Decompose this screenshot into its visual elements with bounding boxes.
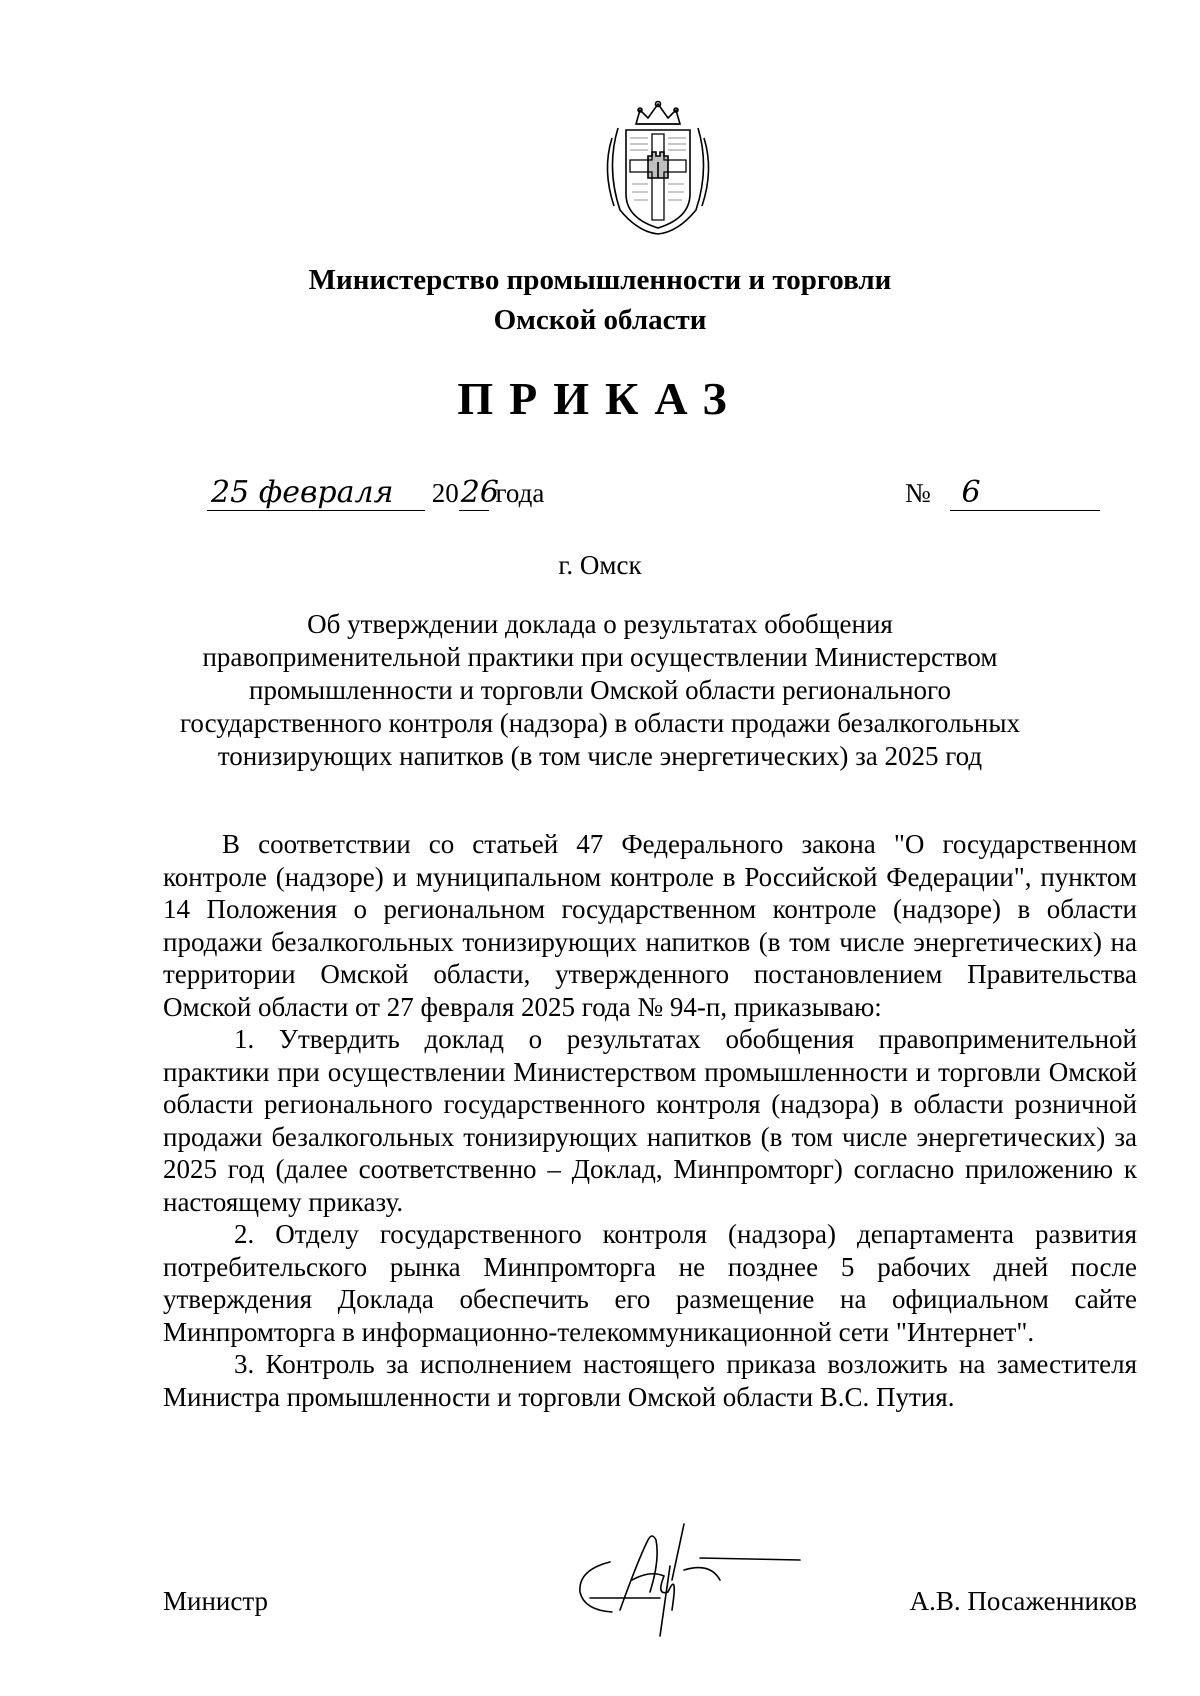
order-item: 1. Утвердить доклад о результатах обобщения правоприменительной практики при осуществлении Министерством промышленности и торговли Омской области регионального государственного контроля (надзора) в области розничной продажи безалкогольных тонизирующих напитков (в том числе энергетических) за 2025 год (далее соответственно – Доклад, Минпромторг) согласно приложению к настоящему приказу.	[163, 1024, 1137, 1217]
document-number	[905, 476, 1100, 511]
coat-of-arms-icon	[598, 98, 718, 238]
document-subject: Об утверждении доклада о результатах обобщения правоприменительной практики при осуществлении Министерством промышленности и торговли Омской области регионального государственного контроля (надзора) в области продажи безалкогольных тонизирующих напитков (в том числе энергетических) за 2025 год	[180, 609, 1020, 771]
preamble-paragraph: В соответствии со статьей 47 Федерального закона "О государственном контроле (надзоре) и муниципальном контроле в Российской Федерации", пунктом 14 Положения о региональном государственном контроле (надзоре) в области продажи безалкогольных тонизирующих напитков (в том числе энергетических) на территории Омской области, утвержденного постановлением Правительства Омской области от 27 февраля 2025 года № 94-п, приказываю:	[163, 829, 1137, 1022]
date-year-prefix: 20	[431, 478, 459, 508]
city: г. Омск	[558, 550, 642, 580]
document-date	[207, 476, 544, 511]
order-item: 3. Контроль за исполнением настоящего приказа возложить на заместителя Министра промышленности и торговли Омской области В.С. Путия.	[163, 1349, 1137, 1412]
organization-name: Министерство промышленности и торговли	[308, 264, 892, 296]
order-item: 2. Отделу государственного контроля (надзора) департамента развития потребительского рынка Минпромторга не позднее 5 рабочих дней после утверждения Доклада обеспечить его размещение на официальном сайте Минпромторга в информационно-телекоммуникационной сети "Интернет".	[163, 1219, 1137, 1347]
number-value: 6	[961, 475, 981, 510]
document-body	[163, 828, 1137, 1413]
handwritten-signature	[560, 1500, 820, 1640]
document-type-title: ПРИКАЗ	[457, 373, 743, 424]
signatory-name: А.В. Посаженников	[909, 1586, 1137, 1616]
date-year-suffix: 26	[460, 475, 499, 510]
signatory-position: Министр	[163, 1586, 268, 1616]
organization-region: Омской области	[493, 304, 707, 336]
number-label: №	[905, 478, 931, 508]
date-year-word: года	[495, 478, 545, 508]
number-field	[950, 476, 1100, 511]
date-day-month: 25 февраля	[207, 476, 425, 511]
